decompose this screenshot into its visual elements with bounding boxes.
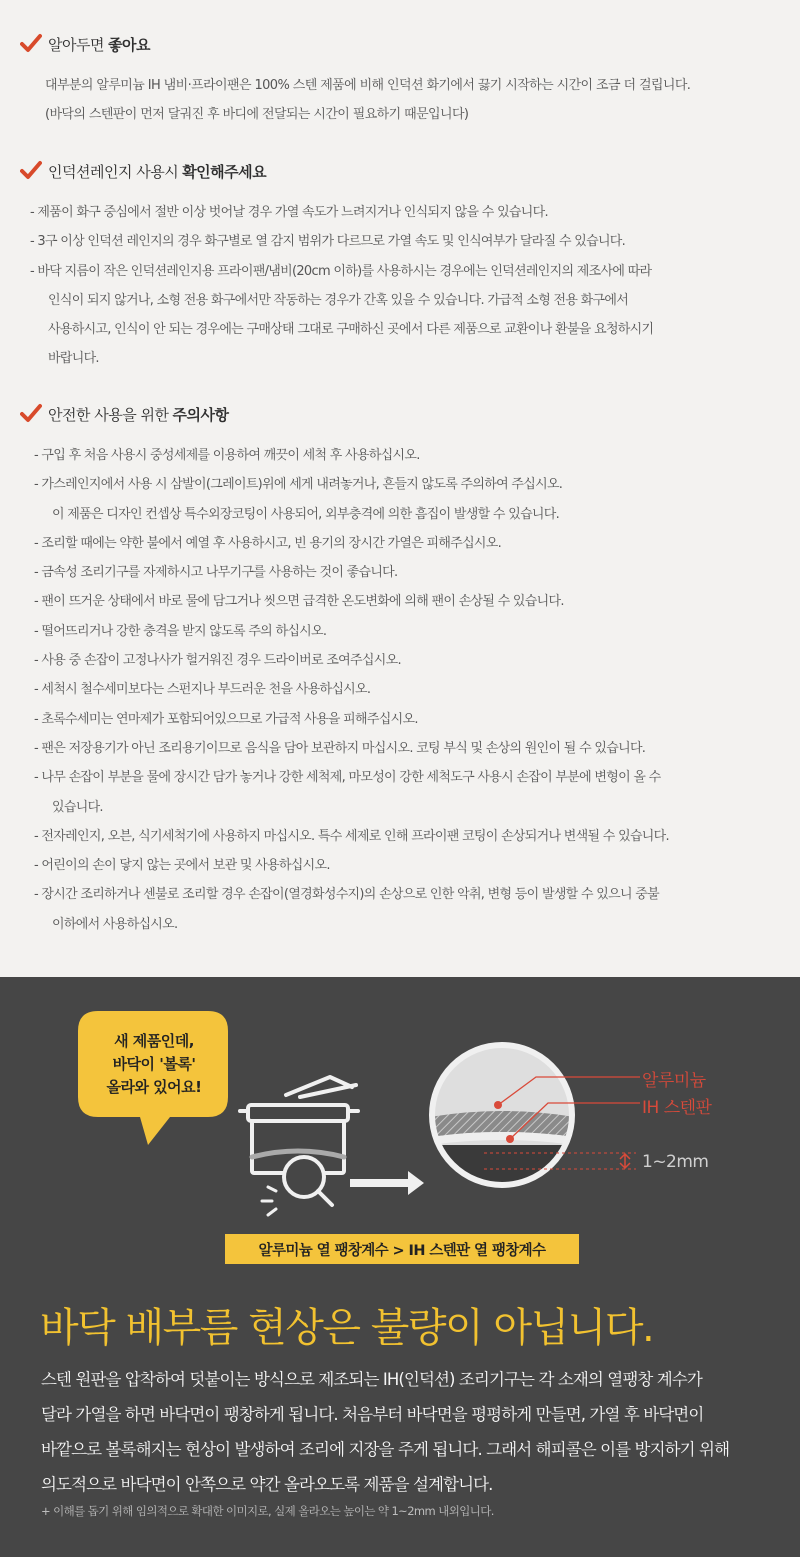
list-item: - 바닥 지름이 작은 인덕션레인지용 프라이팬/냄비(20cm 이하)를 사용하시는 경우에는 인덕션레인지의 제조사에 따라 (30, 263, 652, 279)
list-item: - 가스레인지에서 사용 시 삼발이(그레이트)위에 세게 내려놓거나, 흔들지 않도록 주의하여 주십시오. (34, 477, 563, 493)
magnifier-icon (284, 1157, 332, 1205)
list-item-continued: 사용하시고, 인식이 안 되는 경우에는 구매상태 그대로 구매하신 곳에서 다른 제품으로 교환이나 환불을 요청하시기 (48, 322, 654, 338)
text-line: 바깥으로 볼록해지는 현상이 발생하여 조리에 지장을 주게 됩니다. 그래서 해피콜은 이를 방지하기 위해 (41, 1440, 730, 1459)
label-gap-size: 1~2mm (642, 1152, 709, 1172)
heading-bold-text: 좋아요 (107, 35, 150, 54)
list-item: - 장시간 조리하거나 센불로 조리할 경우 손잡이(열경화성수지)의 손상으로 인한 악취, 변형 등이 발생할 수 있으니 중불 (34, 887, 659, 903)
bubble-line: 올라와 있어요! (106, 1078, 202, 1096)
explanation-text (41, 1362, 729, 1502)
text-line: (바닥의 스텐판이 먼저 달궈진 후 바디에 전달되는 시간이 필요하기 때문입니다) (45, 107, 469, 122)
section-heading-induction-check (20, 160, 266, 182)
list-item-continued: 바랍니다. (48, 351, 99, 367)
bubble-line: 바닥이 '볼록' (112, 1055, 196, 1073)
label-ih-steel: IH 스텐판 (642, 1098, 712, 1118)
list-item: - 세척시 철수세미보다는 스펀지나 부드러운 천을 사용하십시오. (34, 682, 371, 698)
headline: 바닥 배부름 현상은 불량이 아닙니다. (40, 1305, 654, 1351)
text-line: 대부분의 알루미늄 IH 냄비·프라이팬은 100% 스텐 제품에 비해 인덕션 화기에서 끓기 시작하는 시간이 조금 더 걸립니다. (45, 78, 691, 93)
list-item: - 제품이 화구 중심에서 절반 이상 벗어날 경우 가열 속도가 느려지거나 인식되지 않을 수 있습니다. (30, 205, 548, 220)
sparkle-lines (262, 1187, 276, 1215)
footnote: + 이해를 돕기 위해 임의적으로 확대한 이미지로, 실제 올라오는 높이는 약 1~2mm 내외입니다. (41, 1504, 494, 1518)
good-to-know-text (45, 71, 690, 129)
heading-bold-text: 확인해주세요 (182, 162, 267, 181)
list-item: - 어린이의 손이 닿지 않는 곳에서 보관 및 사용하십시오. (34, 858, 330, 874)
list-item-continued: 이하에서 사용하십시오. (52, 916, 178, 932)
induction-check-list (30, 198, 653, 374)
text-line: 의도적으로 바닥면이 안쪽으로 약간 올라오도록 제품을 설계합니다. (41, 1475, 493, 1494)
list-item: - 팬은 저장용기가 아닌 조리용기이므로 음식을 담아 보관하지 마십시오. 코팅 부식 및 손상의 원인이 될 수 있습니다. (34, 740, 646, 756)
label-aluminum: 알루미늄 (642, 1071, 706, 1091)
list-item: - 나무 손잡이 부분을 물에 장시간 담가 놓거나 강한 세척제, 마모성이 강한 세척도구 사용시 손잡이 부분에 변형이 올 수 (34, 770, 661, 786)
list-item: - 떨어뜨리거나 강한 충격을 받지 않도록 주의 하십시오. (34, 623, 327, 639)
heading-text: 안전한 사용을 위한 (48, 405, 169, 424)
list-item-continued: 인식이 되지 않거나, 소형 전용 화구에서만 작동하는 경우가 간혹 있을 수 있습니다. 가급적 소형 전용 화구에서 (48, 292, 629, 308)
heading-bold-text: 주의사항 (172, 405, 229, 424)
check-icon (20, 160, 42, 182)
list-item: - 금속성 조리기구를 자제하시고 나무기구를 사용하는 것이 좋습니다. (34, 565, 398, 581)
safety-list (34, 441, 669, 939)
text-line: 스텐 원판을 압착하여 덧붙이는 방식으로 제조되는 IH(인덕션) 조리기구는 각 소재의 열팽창 계수가 (41, 1370, 702, 1389)
bulging-bottom-illustration (0, 977, 800, 1277)
heading-text: 인덕션레인지 사용시 (48, 162, 179, 181)
speech-bubble-text (82, 1030, 226, 1099)
heading-text: 알아두면 (48, 35, 104, 54)
section-heading-safety (20, 403, 228, 425)
list-item: - 전자레인지, 오븐, 식기세척기에 사용하지 마십시오. 특수 세제로 인해 프라이팬 코팅이 손상되거나 변색될 수 있습니다. (34, 828, 669, 844)
list-item: - 사용 중 손잡이 고정나사가 헐거워진 경우 드라이버로 조여주십시오. (34, 653, 401, 669)
expansion-coefficient-caption: 알루미늄 열 팽창계수 > IH 스텐판 열 팽창계수 (225, 1234, 579, 1264)
text-line: 달라 가열을 하면 바닥면이 팽창하게 됩니다. 처음부터 바닥면을 평평하게 만들면, 가열 후 바닥면이 (41, 1405, 704, 1424)
check-icon (20, 403, 42, 425)
list-item-continued: 있습니다. (52, 799, 103, 815)
check-icon (20, 33, 42, 55)
list-item: - 구입 후 처음 사용시 중성세제를 이용하여 깨끗이 세척 후 사용하십시오. (34, 448, 420, 463)
bubble-line: 새 제품인데, (114, 1032, 194, 1050)
list-item: - 3구 이상 인덕션 레인지의 경우 화구별로 열 감지 범위가 다르므로 가열 속도 및 인식여부가 달라질 수 있습니다. (30, 234, 626, 250)
list-item: - 팬이 뜨거운 상태에서 바로 물에 담그거나 씻으면 급격한 온도변화에 의해 팬이 손상될 수 있습니다. (34, 594, 564, 610)
list-item-continued: 이 제품은 디자인 컨셉상 특수외장코팅이 사용되어, 외부충격에 의한 흠집이 발생할 수 있습니다. (52, 506, 560, 522)
arrow-icon (350, 1171, 424, 1195)
section-heading-good-to-know (20, 33, 150, 55)
list-item: - 조리할 때에는 약한 불에서 예열 후 사용하시고, 빈 용기의 장시간 가열은 피해주십시오. (34, 535, 502, 551)
list-item: - 초록수세미는 연마제가 포함되어있으므로 가급적 사용을 피해주십시오. (34, 711, 418, 727)
